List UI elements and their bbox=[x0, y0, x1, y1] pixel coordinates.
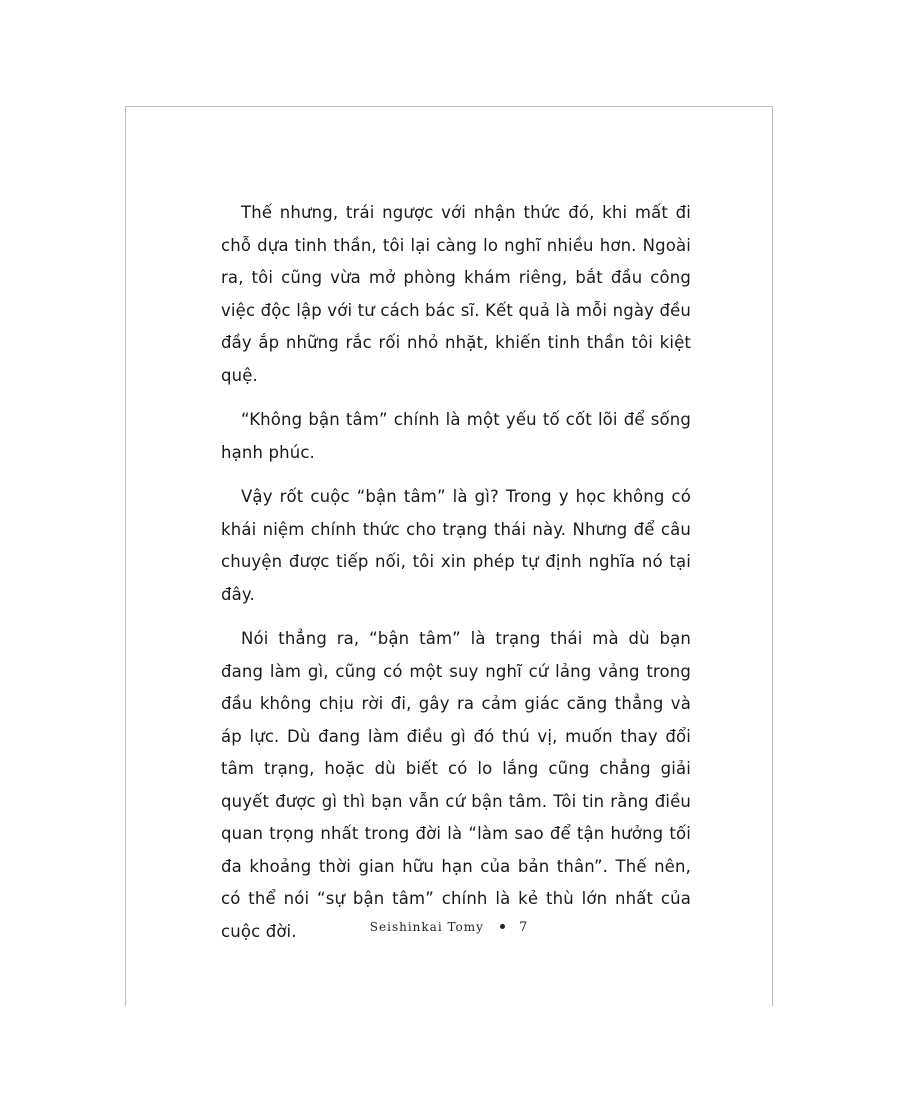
paragraph-4: Nói thẳng ra, “bận tâm” là trạng thái mà dù bạn đang làm gì, cũng có một suy nghĩ cứ lảng vảng trong đầu không chịu rời đi, gây ra cảm giác căng thẳng và áp lực. Dù đang làm điều gì đó thú vị, muốn thay đổi tâm trạng, hoặc dù biết có lo lắng cũng chẳng giải quyết được gì thì bạn vẫn cứ bận tâm. Tôi tin rằng điều quan trọng nhất trong đời là “làm sao để tận hưởng tối đa khoảng thời gian hữu hạn của bản thân”. Thế nên, có thể nói “sự bận tâm” chính là kẻ thù lớn nhất của cuộc đời. bbox=[221, 629, 691, 941]
page-number: 7 bbox=[518, 920, 529, 935]
page-footer bbox=[126, 920, 772, 935]
bullet-icon bbox=[500, 924, 505, 929]
paragraph-1: Thế nhưng, trái ngược với nhận thức đó, khi mất đi chỗ dựa tinh thần, tôi lại càng lo nghĩ nhiều hơn. Ngoài ra, tôi cũng vừa mở phòng khám riêng, bắt đầu công việc độc lập với tư cách bác sĩ. Kết quả là mỗi ngày đều đầy ắp những rắc rối nhỏ nhặt, khiến tinh thần tôi kiệt quệ. bbox=[221, 203, 691, 385]
book-page bbox=[125, 106, 773, 1006]
paragraph-3: Vậy rốt cuộc “bận tâm” là gì? Trong y học không có khái niệm chính thức cho trạng thái này. Nhưng để câu chuyện được tiếp nối, tôi xin phép tự định nghĩa nó tại đây. bbox=[221, 487, 691, 604]
footer-author: Seishinkai Tomy bbox=[369, 920, 484, 934]
paragraph-2: “Không bận tâm” chính là một yếu tố cốt lõi để sống hạnh phúc. bbox=[221, 410, 691, 462]
body-text bbox=[221, 197, 691, 960]
